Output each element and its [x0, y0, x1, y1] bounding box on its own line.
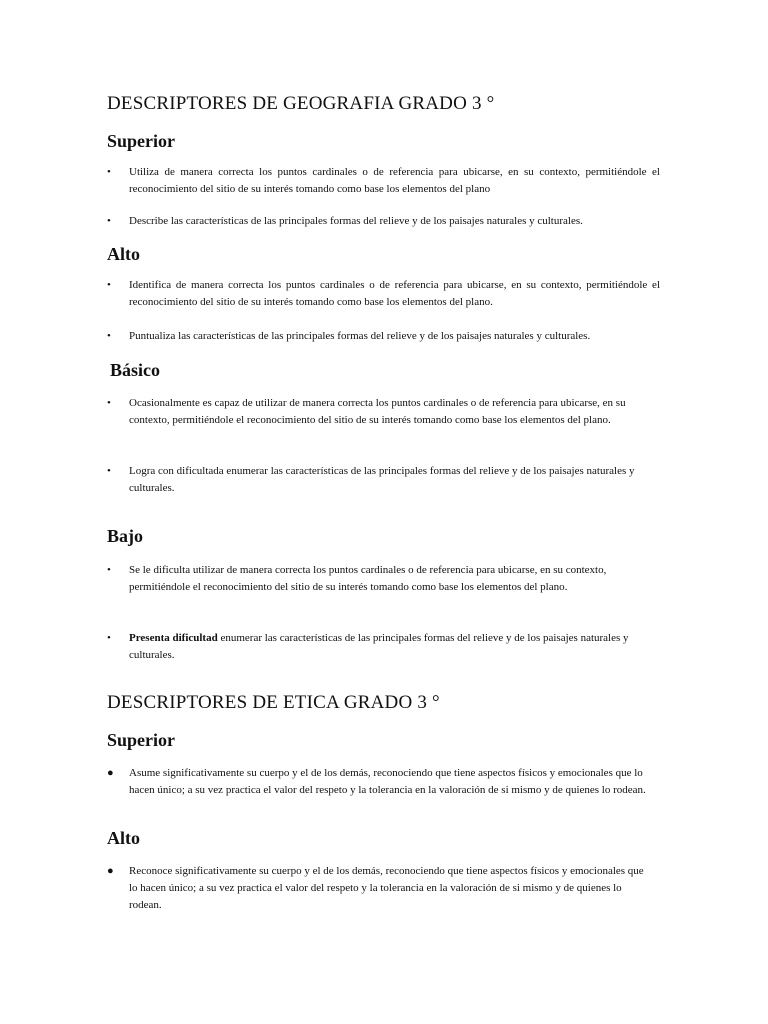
list-item-text: Logra con dificultada enumerar las características de las principales formas del relieve y de los paisajes naturales y culturales. — [129, 465, 635, 494]
list-item — [107, 395, 647, 429]
bullet-icon: • — [107, 279, 111, 291]
bullet-icon: • — [107, 564, 111, 576]
bullet-icon: • — [107, 465, 111, 477]
geografia-bajo-heading: Bajo — [107, 526, 143, 546]
geografia-title: DESCRIPTORES DE GEOGRAFIA GRADO 3 ° — [107, 93, 495, 114]
bullet-icon: • — [107, 632, 111, 644]
list-item-text: Asume significativamente su cuerpo y el de los demás, reconociendo que tiene aspectos físicos y emocionales que lo hacen único; a su vez practica el valor del respeto y la tolerancia en la valoración de si mismo y de quienes lo rodean. — [129, 767, 646, 796]
list-item — [107, 463, 647, 497]
etica-title: DESCRIPTORES DE ETICA GRADO 3 ° — [107, 692, 440, 713]
list-item-text: Utiliza de manera correcta los puntos cardinales o de referencia para ubicarse, en su contexto, permitiéndole el reconocimiento del sitio de su interés tomando como base los elementos del plano — [129, 166, 660, 195]
list-item-text — [129, 630, 647, 664]
bullet-icon: ● — [107, 865, 114, 877]
list-item — [107, 765, 652, 799]
list-item — [107, 277, 660, 311]
list-item-text: Puntualiza las características de las principales formas del relieve y de los paisajes naturales y culturales. — [129, 330, 591, 342]
list-item-text: Reconoce significativamente su cuerpo y el de los demás, reconociendo que tiene aspectos físicos y emocionales que lo hacen único; a su vez practica el valor del respeto y la tolerancia en la valoración de si mismo y de quienes lo rodean. — [129, 865, 644, 911]
geografia-alto-heading: Alto — [107, 244, 140, 264]
list-item — [107, 328, 660, 345]
geografia-superior-heading: Superior — [107, 131, 176, 151]
list-item-rest-text: enumerar las características de las principales formas del relieve y de los paisajes naturales y culturales. — [129, 632, 629, 661]
bullet-icon: ● — [107, 767, 114, 779]
list-item — [107, 164, 660, 198]
list-item-text: Describe las características de las principales formas del relieve y de los paisajes naturales y culturales. — [129, 215, 583, 227]
list-item-text: Identifica de manera correcta los puntos cardinales o de referencia para ubicarse, en su contexto, permitiéndole el reconocimiento del sitio de su interés tomando como base los elementos del plano. — [129, 279, 660, 308]
list-item-text: Ocasionalmente es capaz de utilizar de manera correcta los puntos cardinales o de referencia para ubicarse, en su contexto, permitiéndole el reconocimiento del sitio de su interés tomando como base los elementos del plano. — [129, 397, 626, 426]
bullet-icon: • — [107, 330, 111, 342]
bullet-icon: • — [107, 397, 111, 409]
list-item — [107, 630, 647, 664]
list-item-text: Se le dificulta utilizar de manera correcta los puntos cardinales o de referencia para ubicarse, en su contexto, permitiéndole el reconocimiento del sitio de su interés tomando como base los elementos del plano. — [129, 564, 607, 593]
bullet-icon: • — [107, 215, 111, 227]
bullet-icon: • — [107, 166, 111, 178]
geografia-basico-heading: Básico — [110, 360, 161, 380]
list-item — [107, 863, 652, 914]
etica-alto-heading: Alto — [107, 828, 140, 848]
etica-superior-heading: Superior — [107, 730, 176, 750]
list-item — [107, 213, 660, 230]
list-item — [107, 562, 647, 596]
list-item-bold-text: Presenta dificultad — [129, 632, 218, 644]
